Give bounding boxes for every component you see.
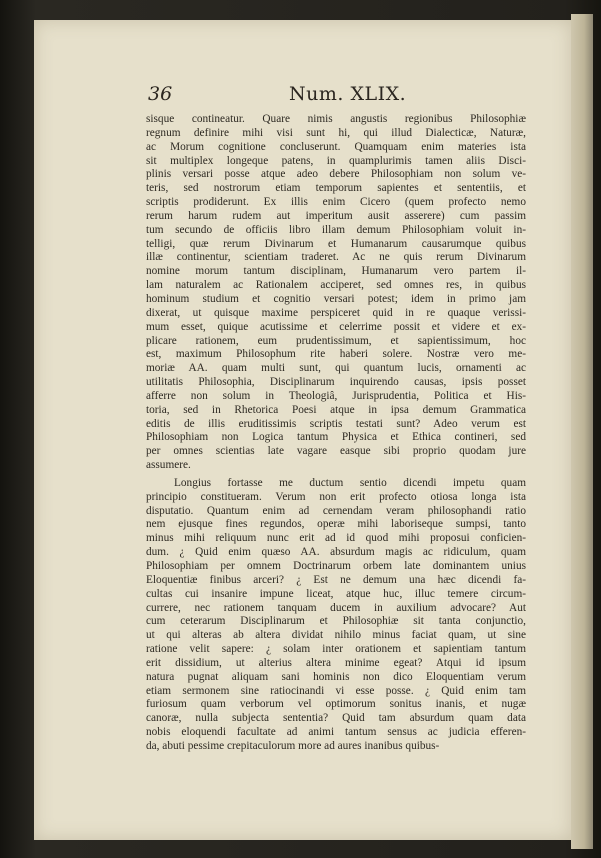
text-line: currere, nec rationem tanquam ducem in auxilium advocare? Aut [146,601,526,614]
text-line: sisque contineatur. Quare nimis angustis regionibus Philosophiæ [146,113,526,125]
text-line: est, maximum Philosophum rite haberi solere. Nostræ vero me- [146,348,526,361]
text-line: Philosophiam per omnem Doctrinarum orbem late dominantem unius [146,560,526,572]
text-line: da, abuti pessime crepitaculorum more ad aures inanibus quibus- [146,739,440,752]
text-line: sit multiplex longeque patens, in quamplurimis tamen aliis Disci- [146,154,526,167]
text-line: mum esset, quique acutissime et celerrime possit et videre et ex- [146,320,526,333]
text-line: afferre non solum in Theologiâ, Jurisprudentia, Politica et His- [146,389,526,402]
page-header [148,83,418,109]
text-line: Eloquentiæ finibus arceri? ¿ Est ne demum una hæc dicendi fa- [146,573,526,586]
text-line: minus mihi reliquum nunc erit ad id quod mihi proposui conficien- [146,532,526,545]
text-line: natura pugnat aliquam sani hominis non dico Eloquentiam verum [146,670,526,683]
paragraph-1 [146,113,526,473]
text-line: hominum studium et cognitio versari potest; idem in primo jam [146,292,526,305]
text-line: telligi, quæ rerum Divinarum et Humanarum causarumque quibus [146,237,526,250]
running-head: Num. XLIX. [289,83,407,105]
text-line: assumere. [146,459,191,472]
body-text [146,113,526,754]
text-line: lam naturalem ac Rationalem acciperet, sed omnes res, in quibus [146,279,526,292]
text-line: dum. ¿ Quid enim quæso AA. absurdum magis ac ridiculum, quam [146,546,526,559]
text-line: cum ceterarum Disciplinarum et Philosophiæ sit tanta conjunctio, [146,615,526,628]
text-line: illæ continentur, scientiam traderet. Ac ne quis rerum Divinarum [146,251,526,264]
text-line: scriptis prodiderunt. Ex illis enim Cicero (quem profecto nemo [146,196,526,209]
text-line: dixerat, ut quisque maxime perspiceret quid in re quaque verissi- [146,306,526,319]
text-line: moriæ AA. quam multi sunt, qui quantum lucis, ornamenti ac [146,362,526,375]
text-line: principio constitueram. Verum non erit profecto otiosa longa ista [146,490,526,503]
text-line: Longius fortasse me ductum sentio dicendi impetu quam [174,476,526,489]
text-line: per omnes scientias late vagare easque sibi proprio quodam jure [146,445,526,458]
page-edge [571,14,593,849]
text-line: etiam sermonem sine ratiocinandi vi esse posse. ¿ Quid enim tam [146,684,526,697]
text-line: toria, sed in Rhetorica Poesi atque in ipsa demum Grammatica [146,403,526,416]
text-line: plicare rationem, eum prudentissimum, et sapientissimum, hoc [146,334,526,347]
text-line: rerum harum rudem aut imperitum ausit asserere) cum passim [146,209,526,222]
text-line: nem ejusque fines regundos, operæ mihi laboriseque sumpsi, tanto [146,518,526,531]
text-line: ac Morum cognitione concluserunt. Quamquam enim materies ista [146,140,526,153]
text-line: editis de illis eruditissimis scriptis testati sunt? Adeo verum est [146,417,526,430]
text-line: plinis versari posse atque adeo debere Philosophiam non solum ve- [146,168,526,181]
text-line: regnum definire mihi visi sunt hi, qui illud Dialecticæ, Naturæ, [146,126,526,139]
text-line: nomine morum tantum disciplinam, Humanarum vero partem il- [146,265,526,278]
text-line: cultas cui insanire impune liceat, atque huc, illuc temere circum- [146,587,526,600]
text-line: ratione velit sapere: ¿ solam inter orationem et sapientiam tantum [146,643,526,656]
text-line: teris, sed nostrorum etiam temporum sapientes et sententiis, et [146,182,526,195]
text-line: disputatio. Quantum enim ad cernendam veram philosophandi ratio [146,504,526,517]
text-line: nobis eloquendi facultate ad animi tantum sensus ac judicia efferen- [146,726,526,739]
text-line: tum secundo de officiis libro illam demum Philosophiam voluit in- [146,223,526,236]
text-line: canoræ, nulla subjecta sententia? Quid tam absurdum quam data [146,712,526,725]
text-line: furiosum quam verborum vel optimorum sonitus inanis, et nugæ [146,698,526,711]
text-line: erit dissidium, ut alterius altera minime egeat? Atqui id ipsum [146,656,526,669]
text-line: Philosophiam non Logica tantum Physica et Ethica contineri, sed [146,431,526,444]
paragraph-2 [146,477,526,754]
page-number: 36 [148,83,173,105]
text-line: utilitatis Philosophia, Disciplinarum inquirendo causas, ipsis posset [146,376,526,389]
text-line: ut qui alteras ab altera dividat nihilo minus faciat quam, ut sine [146,629,526,642]
